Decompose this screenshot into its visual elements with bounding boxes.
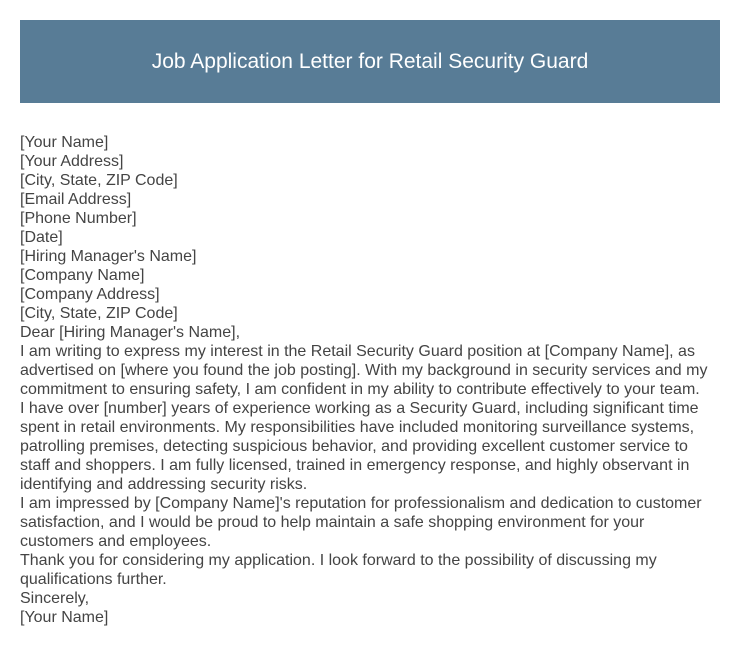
sender-city-state-zip: [City, State, ZIP Code] — [20, 172, 178, 189]
sender-block — [20, 133, 720, 228]
letter-body — [20, 133, 720, 627]
page-title: Job Application Letter for Retail Security Guard — [151, 49, 589, 73]
salutation: Dear [Hiring Manager's Name], — [20, 324, 241, 341]
recipient-city-state-zip: [City, State, ZIP Code] — [20, 305, 178, 322]
letter-date: [Date] — [20, 229, 63, 246]
paragraph-thanks: Thank you for considering my application. I look forward to the possibility of discussing my qualifications further. — [20, 552, 657, 588]
sender-phone: [Phone Number] — [20, 210, 137, 227]
closing: Sincerely, — [20, 590, 90, 607]
sender-email: [Email Address] — [20, 191, 132, 208]
recipient-company-address: [Company Address] — [20, 286, 160, 303]
paragraph-company: I am impressed by [Company Name]'s reputation for professionalism and dedication to customer satisfaction, and I would be proud to help maintain a safe shopping environment for your customers and employees. — [20, 495, 702, 550]
page-header — [20, 20, 720, 103]
paragraph-intro: I am writing to express my interest in the Retail Security Guard position at [Company Name], as advertised on [where you found the job posting]. With my background in security services and my commitment to ensuring safety, I am confident in my ability to contribute effectively to your team. — [20, 343, 708, 398]
recipient-company-name: [Company Name] — [20, 267, 145, 284]
recipient-hiring-manager: [Hiring Manager's Name] — [20, 248, 197, 265]
recipient-block — [20, 247, 720, 323]
sender-address: [Your Address] — [20, 153, 124, 170]
sender-name: [Your Name] — [20, 134, 109, 151]
paragraph-experience: I have over [number] years of experience working as a Security Guard, including significant time spent in retail environments. My responsibilities have included monitoring surveillance systems, patrolling premises, detecting suspicious behavior, and providing excellent customer service to staff and shoppers. I am fully licensed, trained in emergency response, and highly observant in identifying and addressing security risks. — [20, 400, 699, 493]
signature: [Your Name] — [20, 609, 109, 626]
